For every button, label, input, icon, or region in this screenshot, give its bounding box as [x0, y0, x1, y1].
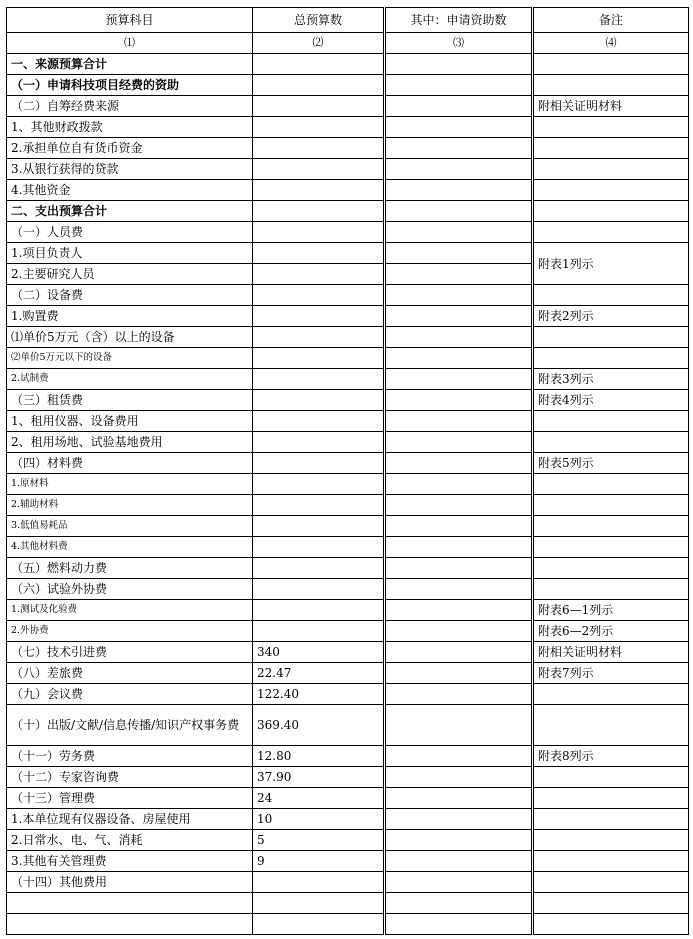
row-item: 1、租用仪器、设备费用 [7, 411, 253, 432]
row-total [253, 285, 385, 306]
row-total: 24 [253, 788, 385, 809]
row-requested [385, 600, 533, 621]
row-item: 4.其他材料费 [7, 537, 253, 558]
table-row [7, 327, 689, 348]
table-row [7, 117, 689, 138]
table-row [7, 642, 689, 663]
row-total [253, 453, 385, 474]
row-item: （一）申请科技项目经费的资助 [7, 75, 253, 96]
table-row [7, 746, 689, 767]
row-total [253, 264, 385, 285]
row-requested [385, 558, 533, 579]
row-total [253, 432, 385, 453]
row-requested [385, 243, 533, 264]
row-total [253, 117, 385, 138]
row-total: 37.90 [253, 767, 385, 788]
row-item: （十二）专家咨询费 [7, 767, 253, 788]
table-row [7, 180, 689, 201]
empty-cell [533, 893, 689, 914]
index-col-2: ⑵ [253, 33, 385, 54]
table-row [7, 96, 689, 117]
header-remarks: 备注 [533, 8, 689, 33]
row-note: 附表5列示 [533, 453, 689, 474]
row-total [253, 579, 385, 600]
row-note: 附相关证明材料 [533, 96, 689, 117]
row-item: 4.其他资金 [7, 180, 253, 201]
table-row [7, 201, 689, 222]
row-requested [385, 788, 533, 809]
row-item: 2.辅助材料 [7, 495, 253, 516]
row-item: （三）租赁费 [7, 390, 253, 411]
row-note [533, 495, 689, 516]
row-requested [385, 663, 533, 684]
row-requested [385, 537, 533, 558]
row-item: （十）出版/文献/信息传播/知识产权事务费 [7, 705, 253, 746]
row-requested [385, 830, 533, 851]
row-requested [385, 579, 533, 600]
row-item: （六）试验外协费 [7, 579, 253, 600]
row-requested [385, 411, 533, 432]
row-requested [385, 96, 533, 117]
row-note: 附表6—1列示 [533, 600, 689, 621]
row-requested [385, 809, 533, 830]
row-total [253, 600, 385, 621]
row-requested [385, 432, 533, 453]
row-item: 1.购置费 [7, 306, 253, 327]
row-note [533, 851, 689, 872]
table-row [7, 390, 689, 411]
table-row [7, 788, 689, 809]
row-total [253, 516, 385, 537]
row-note [533, 117, 689, 138]
empty-cell [7, 914, 253, 935]
row-item: 3.从银行获得的贷款 [7, 159, 253, 180]
row-note [533, 138, 689, 159]
row-total [253, 222, 385, 243]
row-item: 1.原材料 [7, 474, 253, 495]
row-requested [385, 75, 533, 96]
row-item: （十四）其他费用 [7, 872, 253, 893]
row-total: 10 [253, 809, 385, 830]
row-note [533, 222, 689, 243]
row-total: 122.40 [253, 684, 385, 705]
row-total [253, 201, 385, 222]
row-requested [385, 201, 533, 222]
table-row [7, 516, 689, 537]
empty-cell [7, 893, 253, 914]
table-row [7, 579, 689, 600]
index-col-3: ⑶ [385, 33, 533, 54]
row-note: 附表8列示 [533, 746, 689, 767]
row-total [253, 621, 385, 642]
row-total: 22.47 [253, 663, 385, 684]
row-note [533, 767, 689, 788]
row-note [533, 516, 689, 537]
row-total [253, 495, 385, 516]
table-row [7, 411, 689, 432]
table-row [7, 872, 689, 893]
row-note [533, 180, 689, 201]
row-item: （九）会议费 [7, 684, 253, 705]
row-note: 附表6—2列示 [533, 621, 689, 642]
row-note [533, 201, 689, 222]
row-total [253, 411, 385, 432]
row-requested [385, 872, 533, 893]
row-total [253, 138, 385, 159]
row-note: 附表3列示 [533, 369, 689, 390]
row-item: 2.外协费 [7, 621, 253, 642]
row-item: （七）技术引进费 [7, 642, 253, 663]
table-row [7, 830, 689, 851]
row-requested [385, 159, 533, 180]
table-row [7, 432, 689, 453]
row-requested [385, 117, 533, 138]
row-requested [385, 621, 533, 642]
row-requested [385, 516, 533, 537]
row-requested [385, 474, 533, 495]
table-row [7, 537, 689, 558]
table-row [7, 851, 689, 872]
table-row [7, 474, 689, 495]
row-total [253, 348, 385, 369]
row-note [533, 327, 689, 348]
column-index-row [7, 33, 689, 54]
row-item: 2、租用场地、试验基地费用 [7, 432, 253, 453]
row-total [253, 474, 385, 495]
table-row [7, 138, 689, 159]
row-note: 附表7列示 [533, 663, 689, 684]
row-total [253, 872, 385, 893]
row-note [533, 159, 689, 180]
table-row [7, 767, 689, 788]
row-note [533, 579, 689, 600]
budget-table [6, 7, 689, 935]
table-row [7, 54, 689, 75]
table-row [7, 495, 689, 516]
table-row [7, 348, 689, 369]
row-item: 3.其他有关管理费 [7, 851, 253, 872]
empty-row [7, 893, 689, 914]
row-requested [385, 306, 533, 327]
table-row [7, 558, 689, 579]
row-item: 2.日常水、电、气、消耗 [7, 830, 253, 851]
row-note [533, 411, 689, 432]
row-note [533, 432, 689, 453]
table-row [7, 600, 689, 621]
row-item: 2.主要研究人员 [7, 264, 253, 285]
row-note [533, 558, 689, 579]
row-requested [385, 705, 533, 746]
table-row [7, 684, 689, 705]
row-requested [385, 222, 533, 243]
row-note [533, 705, 689, 746]
row-item: ⑴单价5万元（含）以上的设备 [7, 327, 253, 348]
row-requested [385, 390, 533, 411]
table-row [7, 159, 689, 180]
row-requested [385, 327, 533, 348]
header-budget-item: 预算科目 [7, 8, 253, 33]
row-note [533, 75, 689, 96]
row-item: ⑵单价5万元以下的设备 [7, 348, 253, 369]
row-note [533, 285, 689, 306]
row-item: 2.试制费 [7, 369, 253, 390]
row-total [253, 369, 385, 390]
row-item: （一）人员费 [7, 222, 253, 243]
row-total [253, 306, 385, 327]
empty-cell [533, 914, 689, 935]
row-item: 1.项目负责人 [7, 243, 253, 264]
table-row [7, 306, 689, 327]
row-note: 附表4列示 [533, 390, 689, 411]
table-row [7, 369, 689, 390]
row-item: （八）差旅费 [7, 663, 253, 684]
row-requested [385, 684, 533, 705]
row-note [533, 788, 689, 809]
row-total: 5 [253, 830, 385, 851]
empty-cell [385, 893, 533, 914]
row-requested [385, 369, 533, 390]
row-total [253, 558, 385, 579]
row-item: 1.测试及化验费 [7, 600, 253, 621]
row-total [253, 327, 385, 348]
row-requested [385, 642, 533, 663]
empty-cell [385, 914, 533, 935]
row-requested [385, 264, 533, 285]
row-item: （二）自筹经费来源 [7, 96, 253, 117]
row-note [533, 872, 689, 893]
row-note [533, 830, 689, 851]
row-total [253, 537, 385, 558]
row-requested [385, 285, 533, 306]
row-total [253, 159, 385, 180]
row-note [533, 348, 689, 369]
row-item: 1、其他财政拨款 [7, 117, 253, 138]
row-total: 12.80 [253, 746, 385, 767]
table-row [7, 222, 689, 243]
row-note [533, 54, 689, 75]
row-requested [385, 54, 533, 75]
row-item: （四）材料费 [7, 453, 253, 474]
row-note [533, 684, 689, 705]
index-col-1: ⑴ [7, 33, 253, 54]
table-row [7, 705, 689, 746]
row-requested [385, 767, 533, 788]
table-row [7, 285, 689, 306]
row-item: 二、支出预算合计 [7, 201, 253, 222]
table-row [7, 809, 689, 830]
table-row [7, 621, 689, 642]
row-total [253, 54, 385, 75]
table-row [7, 243, 689, 264]
row-item: 1.本单位现有仪器设备、房屋使用 [7, 809, 253, 830]
row-total [253, 96, 385, 117]
row-item: （十三）管理费 [7, 788, 253, 809]
table-row [7, 453, 689, 474]
row-item: 一、来源预算合计 [7, 54, 253, 75]
row-item: 3.低值易耗品 [7, 516, 253, 537]
table-row [7, 663, 689, 684]
row-total [253, 180, 385, 201]
row-requested [385, 180, 533, 201]
row-total: 369.40 [253, 705, 385, 746]
row-requested [385, 746, 533, 767]
header-total-budget: 总预算数 [253, 8, 385, 33]
empty-cell [253, 914, 385, 935]
row-total [253, 243, 385, 264]
row-note [533, 537, 689, 558]
row-note: 附表2列示 [533, 306, 689, 327]
table-row [7, 75, 689, 96]
row-requested [385, 348, 533, 369]
row-item: （十一）劳务费 [7, 746, 253, 767]
row-requested [385, 495, 533, 516]
row-note [533, 474, 689, 495]
header-row [7, 8, 689, 33]
row-total [253, 390, 385, 411]
row-item: （五）燃料动力费 [7, 558, 253, 579]
row-note: 附相关证明材料 [533, 642, 689, 663]
empty-row [7, 914, 689, 935]
empty-cell [253, 893, 385, 914]
row-note [533, 809, 689, 830]
row-requested [385, 453, 533, 474]
row-note: 附表1列示 [533, 243, 689, 285]
row-item: （二）设备费 [7, 285, 253, 306]
row-item: 2.承担单位自有货币资金 [7, 138, 253, 159]
row-requested [385, 851, 533, 872]
row-total: 9 [253, 851, 385, 872]
header-requested-funding: 其中：申请资助数 [385, 8, 533, 33]
row-total [253, 75, 385, 96]
row-requested [385, 138, 533, 159]
index-col-4: ⑷ [533, 33, 689, 54]
row-total: 340 [253, 642, 385, 663]
